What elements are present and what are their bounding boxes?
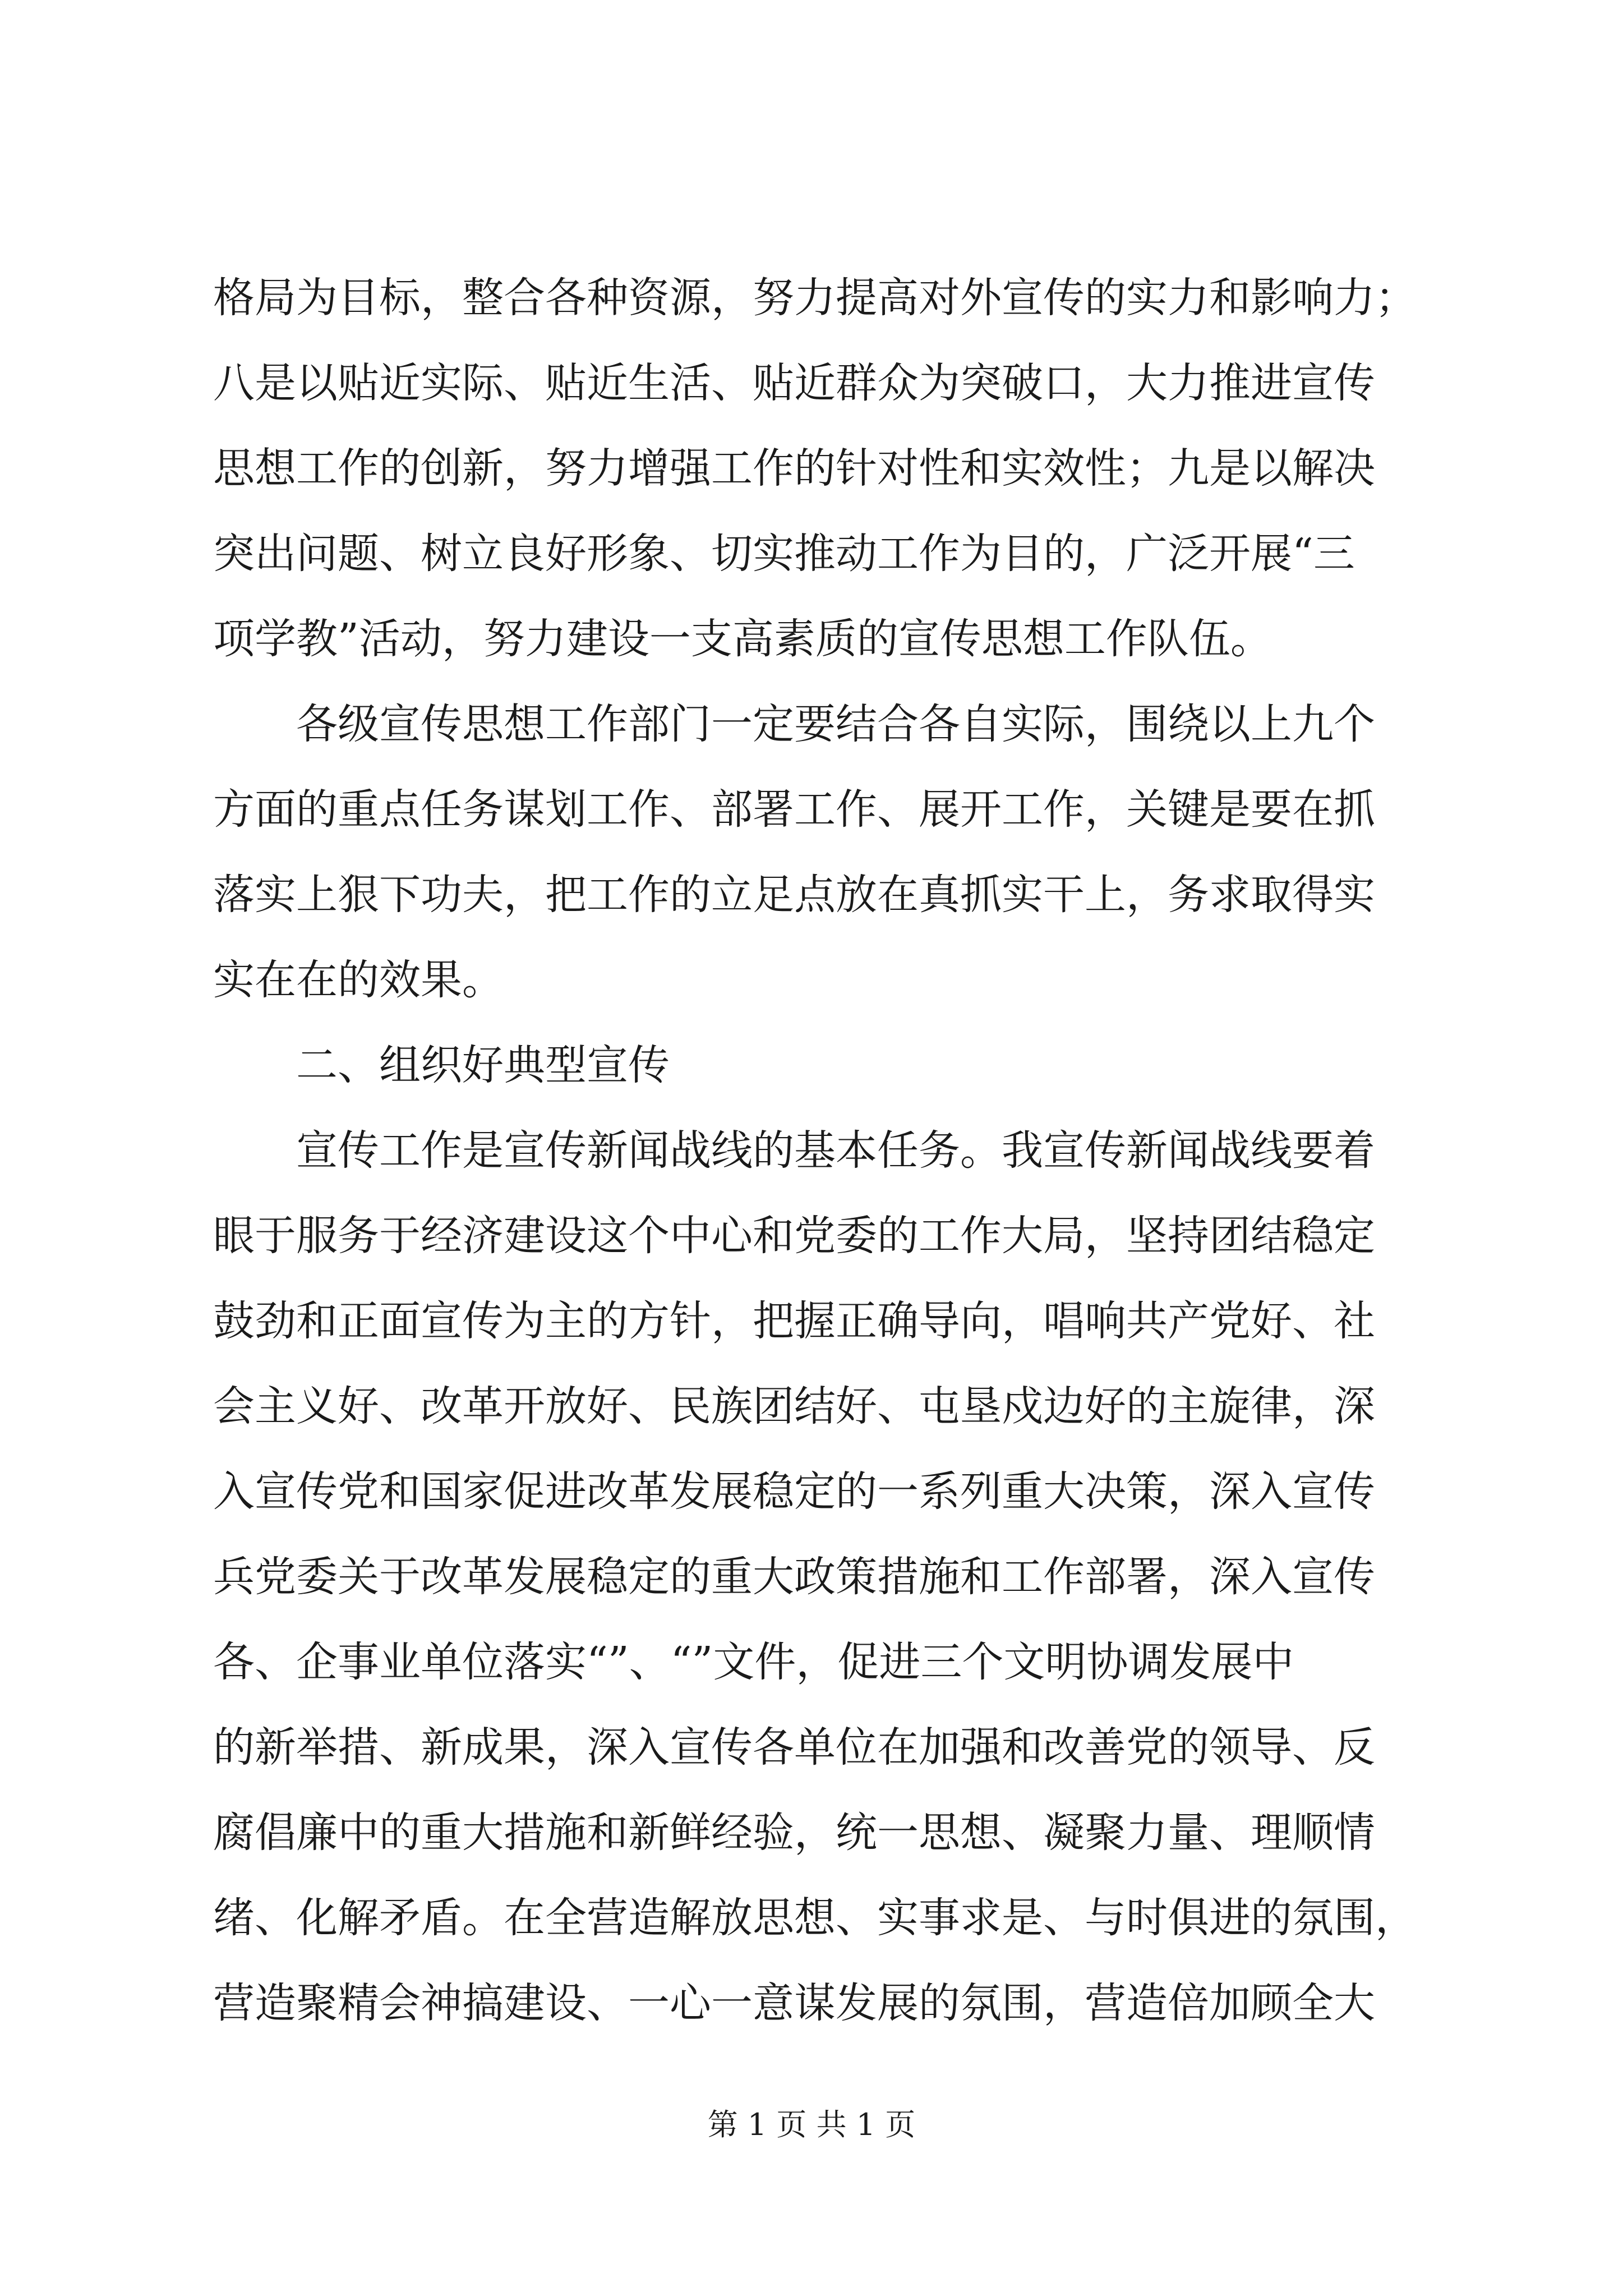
text-line: 实在在的效果。 — [213, 956, 504, 1004]
text-line: 落实上狠下功夫，把工作的立足点放在真抓实干上，务求取得实 — [213, 871, 1375, 919]
text-line: 兵党委关于改革发展稳定的重大政策措施和工作部署，深入宣传 — [213, 1553, 1375, 1601]
text-line: 各、企事业单位落实“”、“”文件，促进三个文明协调发展中 — [213, 1638, 1294, 1686]
text-line: 入宣传党和国家促进改革发展稳定的一系列重大决策，深入宣传 — [213, 1467, 1375, 1516]
text-line: 八是以贴近实际、贴近生活、贴近群众为突破口，大力推进宣传 — [213, 359, 1375, 407]
text-line: 宣传工作是宣传新闻战线的基本任务。我宣传新闻战线要着 — [213, 1126, 1375, 1175]
text-line: 格局为目标，整合各种资源，努力提高对外宣传的实力和影响力； — [213, 274, 1417, 322]
text-line: 的新举措、新成果，深入宣传各单位在加强和改善党的领导、反 — [213, 1723, 1375, 1772]
text-line: 鼓劲和正面宣传为主的方针，把握正确导向，唱响共产党好、社 — [213, 1297, 1375, 1345]
text-line: 方面的重点任务谋划工作、部署工作、展开工作，关键是要在抓 — [213, 785, 1375, 834]
text-line: 突出问题、树立良好形象、切实推动工作为目的，广泛开展“三 — [213, 530, 1355, 578]
text-line: 绪、化解矛盾。在全营造解放思想、实事求是、与时俱进的氛围， — [213, 1894, 1417, 1942]
section-heading: 二、组织好典型宣传 — [213, 1041, 670, 1089]
text-line: 眼于服务于经济建设这个中心和党委的工作大局，坚持团结稳定 — [213, 1212, 1375, 1260]
text-line: 营造聚精会神搞建设、一心一意谋发展的氛围，营造倍加顾全大 — [213, 1979, 1375, 2027]
text-line: 会主义好、改革开放好、民族团结好、屯垦戍边好的主旋律，深 — [213, 1382, 1375, 1430]
text-line: 腐倡廉中的重大措施和新鲜经验，统一思想、凝聚力量、理顺情 — [213, 1809, 1375, 1857]
page-footer: 第 1 页 共 1 页 — [707, 2107, 916, 2142]
text-line: 思想工作的创新，努力增强工作的针对性和实效性；九是以解决 — [213, 444, 1375, 493]
text-line: 各级宣传思想工作部门一定要结合各自实际，围绕以上九个 — [213, 700, 1375, 748]
text-line: 项学教”活动，努力建设一支高素质的宣传思想工作队伍。 — [213, 615, 1272, 663]
